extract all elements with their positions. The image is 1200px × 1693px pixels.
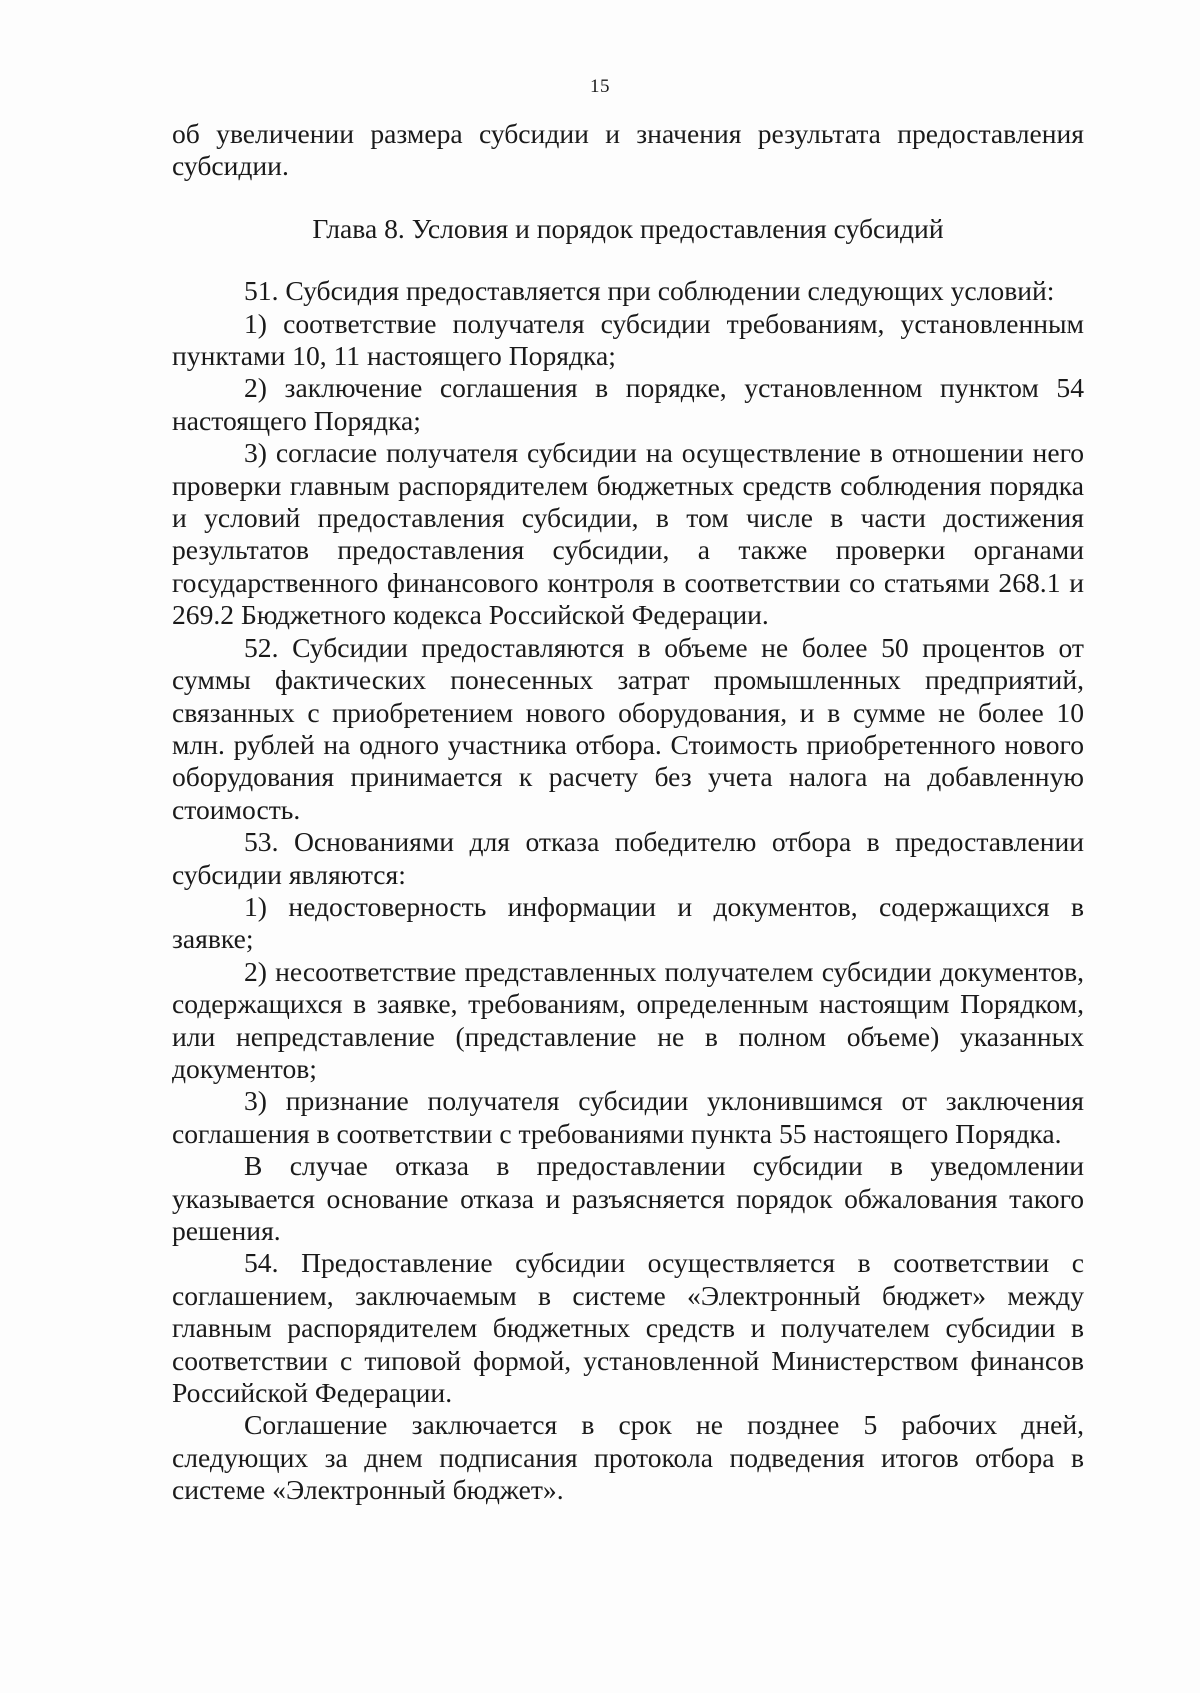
continuation-paragraph: об увеличении размера субсидии и значения результата предоставления субсидии. (172, 118, 1084, 182)
document-body (172, 118, 1084, 1507)
paragraph-51-item-3: 3) согласие получателя субсидии на осуществление в отношении него проверки главным распорядителем бюджетных средств соблюдения порядка и условий предоставления субсидии, в том числе в части достижения результатов предоставления субсидии, а также проверки органами государственного финансового контроля в соответствии со статьями 268.1 и 269.2 Бюджетного кодекса Российской Федерации. (172, 437, 1084, 631)
paragraph-51-item-2: 2) заключение соглашения в порядке, установленном пунктом 54 настоящего Порядка; (172, 372, 1084, 436)
paragraph-52: 52. Субсидии предоставляются в объеме не более 50 процентов от суммы фактических понесенных затрат промышленных предприятий, связанных с приобретением нового оборудования, и в сумме не более 10 млн. рублей на одного участника отбора. Стоимость приобретенного нового оборудования принимается к расчету без учета налога на добавленную стоимость. (172, 631, 1084, 825)
paragraph-53-item-1: 1) недостоверность информации и документов, содержащихся в заявке; (172, 890, 1084, 955)
paragraph-53-item-2: 2) несоответствие представленных получателем субсидии документов, содержащихся в заявке, требованиям, определенным настоящим Порядком, или непредставление (представление не в полном объеме) указанных документов; (172, 955, 1084, 1084)
paragraph-51-item-1: 1) соответствие получателя субсидии требованиям, установленным пунктами 10, 11 настоящего Порядка; (172, 307, 1084, 372)
paragraph-53-item-3: 3) признание получателя субсидии уклонившимся от заключения соглашения в соответствии с требованиями пункта 55 настоящего Порядка. (172, 1085, 1084, 1149)
chapter-heading: Глава 8. Условия и порядок предоставления субсидий (312, 212, 944, 244)
paragraph-54: 54. Предоставление субсидии осуществляется в соответствии с соглашением, заключаемым в системе «Электронный бюджет» между главным распорядителем бюджетных средств и получателем субсидии в соответствии с типовой формой, установленной Министерством финансов Российской Федерации. (172, 1247, 1084, 1409)
page-number: 15 (590, 76, 610, 97)
paragraph-51: 51. Субсидия предоставляется при соблюдении следующих условий: (244, 275, 1055, 307)
paragraph-53: 53. Основаниями для отказа победителю отбора в предоставлении субсидии являются: (172, 826, 1084, 890)
agreement-term-paragraph: Соглашение заключается в срок не позднее 5 рабочих дней, следующих за днем подписания протокола подведения итогов отбора в системе «Электронный бюджет». (172, 1409, 1084, 1506)
refusal-notice-paragraph: В случае отказа в предоставлении субсидии в уведомлении указывается основание отказа и разъясняется порядок обжалования такого решения. (172, 1150, 1084, 1246)
